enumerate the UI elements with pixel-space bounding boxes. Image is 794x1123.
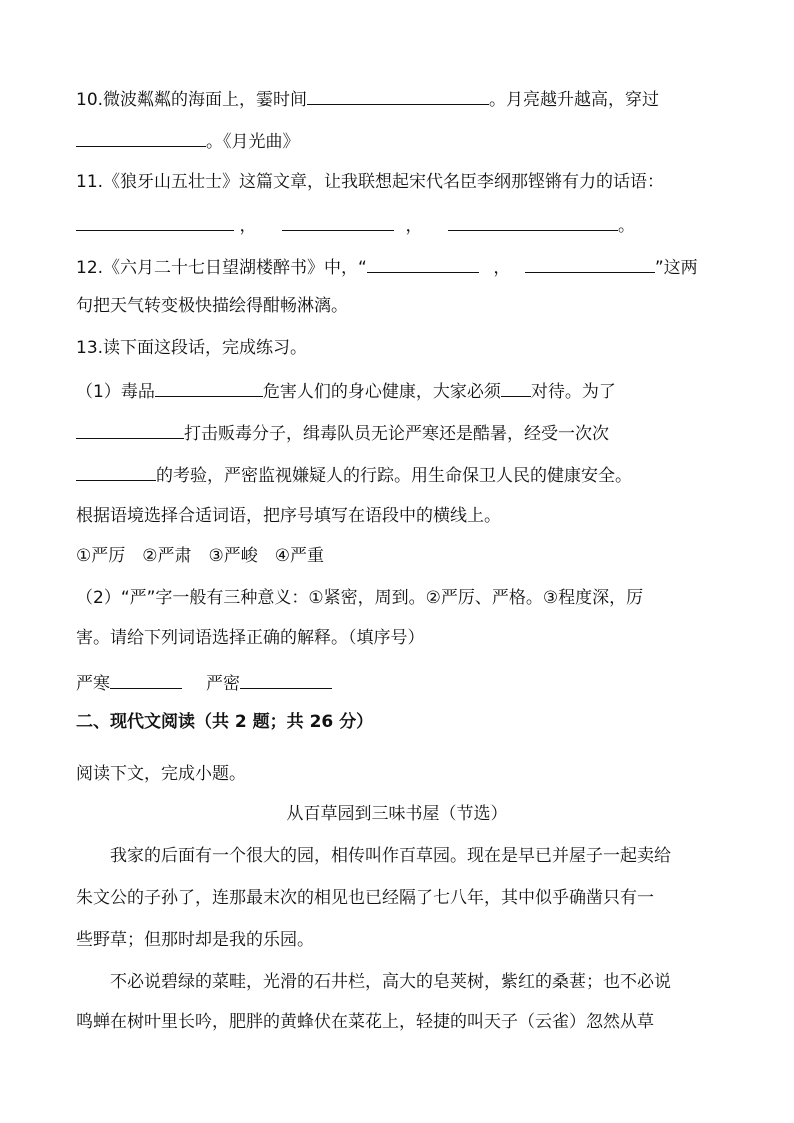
q13-blank-2[interactable] xyxy=(501,378,531,397)
q12-text-c: 句把天气转变极快描绘得酣畅淋漓。 xyxy=(76,296,348,316)
q13-p1-text-c: 对待。为了 xyxy=(530,382,616,402)
para2-line1-text: 不必说碧绿的菜畦，光滑的石井栏，高大的皂荚树，紫红的桑葚；也不必说 xyxy=(110,972,671,992)
q13-p2-text: 打击贩毒分子，缉毒队员无论严寒还是酷暑，经受一次次 xyxy=(184,424,609,444)
q13-p5-text: 害。请给下列词语选择正确的解释。（填序号） xyxy=(76,628,425,648)
passage-para1-line1 xyxy=(110,844,724,868)
q13-p4 xyxy=(76,586,724,610)
q11-line2 xyxy=(76,212,724,238)
q10-text-a: 10.微波粼粼的海面上，霎时间 xyxy=(76,90,308,110)
passage-para2-line2 xyxy=(76,1010,724,1034)
q13-words xyxy=(76,670,724,696)
q13-blank-1[interactable] xyxy=(155,378,263,397)
passage-title xyxy=(0,802,794,826)
q13-p3-text: 的考验，严密监视嫌疑人的行踪。用生命保卫人民的健康安全。 xyxy=(156,466,632,486)
q10-blank-1[interactable] xyxy=(307,86,489,105)
q13-p3 xyxy=(76,462,724,488)
section2-heading-text: 二、现代文阅读（共 2 题；共 26 分） xyxy=(76,712,374,732)
q13-instruction-text: 根据语境选择合适词语，把序号填写在语段中的横线上。 xyxy=(76,506,501,526)
q10-line1 xyxy=(76,86,724,112)
q12-blank-2[interactable] xyxy=(525,254,655,273)
q13-word-1: 严寒 xyxy=(76,674,110,694)
q11-line1 xyxy=(76,170,724,194)
passage-para1-line2 xyxy=(76,886,724,910)
q13-word-2: 严密 xyxy=(206,674,240,694)
section2-instruction-text: 阅读下文，完成小题。 xyxy=(76,764,246,784)
q12-line2 xyxy=(76,294,724,318)
q10-blank-2[interactable] xyxy=(76,128,206,147)
q12-text-b: ”这两 xyxy=(654,258,698,278)
para1-line2-text: 朱文公的子孙了，连那最末次的相见也已经隔了七八年，其中似乎确凿只有一 xyxy=(76,888,654,908)
q13-blank-6[interactable] xyxy=(240,670,332,689)
section2-instruction xyxy=(76,762,724,786)
q12-line1 xyxy=(76,254,724,280)
q13-instruction xyxy=(76,504,724,528)
passage-title-text: 从百草园到三味书屋（节选） xyxy=(286,804,508,824)
q13-intro-text: 13.读下面这段话，完成练习。 xyxy=(76,338,308,358)
q13-blank-4[interactable] xyxy=(76,462,156,481)
q13-intro xyxy=(76,336,724,360)
q13-p1 xyxy=(76,378,724,404)
para2-line2-text: 鸣蝉在树叶里长吟，肥胖的黄蜂伏在菜花上，轻捷的叫天子（云雀）忽然从草 xyxy=(76,1012,654,1032)
q11-blank-1[interactable] xyxy=(76,212,234,231)
q13-options xyxy=(76,544,724,568)
q11-blank-3[interactable] xyxy=(448,212,618,231)
para1-line3-text: 些野草；但那时却是我的乐园。 xyxy=(76,930,314,950)
q13-options-text: ①严厉 ②严肃 ③严峻 ④严重 xyxy=(76,546,324,566)
q13-blank-3[interactable] xyxy=(76,420,184,439)
q13-blank-5[interactable] xyxy=(110,670,182,689)
section2-heading xyxy=(76,710,724,734)
q11-comma-1: ， xyxy=(239,216,257,236)
q11-comma-2: ， xyxy=(405,216,423,236)
q11-text: 11.《狼牙山五壮士》这篇文章，让我联想起宋代名臣李纲那铿锵有力的话语： xyxy=(76,172,665,192)
q13-p4-text: （2）“严”字一般有三种意义：①紧密，周到。②严厉、严格。③程度深，厉 xyxy=(76,588,644,608)
q12-blank-1[interactable] xyxy=(367,254,479,273)
passage-para1-line3 xyxy=(76,928,724,952)
q10-text-c: 。《月光曲》 xyxy=(206,132,300,152)
q10-text-b: 。月亮越升越高，穿过 xyxy=(489,90,660,110)
q13-p1-text-a: （1）毒品 xyxy=(76,382,155,402)
q13-p2 xyxy=(76,420,724,446)
passage-para2-line1 xyxy=(110,970,724,994)
q10-line2 xyxy=(76,128,724,154)
q13-p5 xyxy=(76,626,724,650)
q11-end: 。 xyxy=(618,216,635,236)
para1-line1-text: 我家的后面有一个很大的园，相传叫作百草园。现在是早已并屋子一起卖给 xyxy=(110,846,671,866)
q12-text-a: 12.《六月二十七日望湖楼醉书》中，“ xyxy=(76,258,367,278)
q13-p1-text-b: 危害人们的身心健康，大家必须 xyxy=(262,382,501,402)
q11-blank-2[interactable] xyxy=(282,212,394,231)
q12-comma: ， xyxy=(493,258,511,278)
